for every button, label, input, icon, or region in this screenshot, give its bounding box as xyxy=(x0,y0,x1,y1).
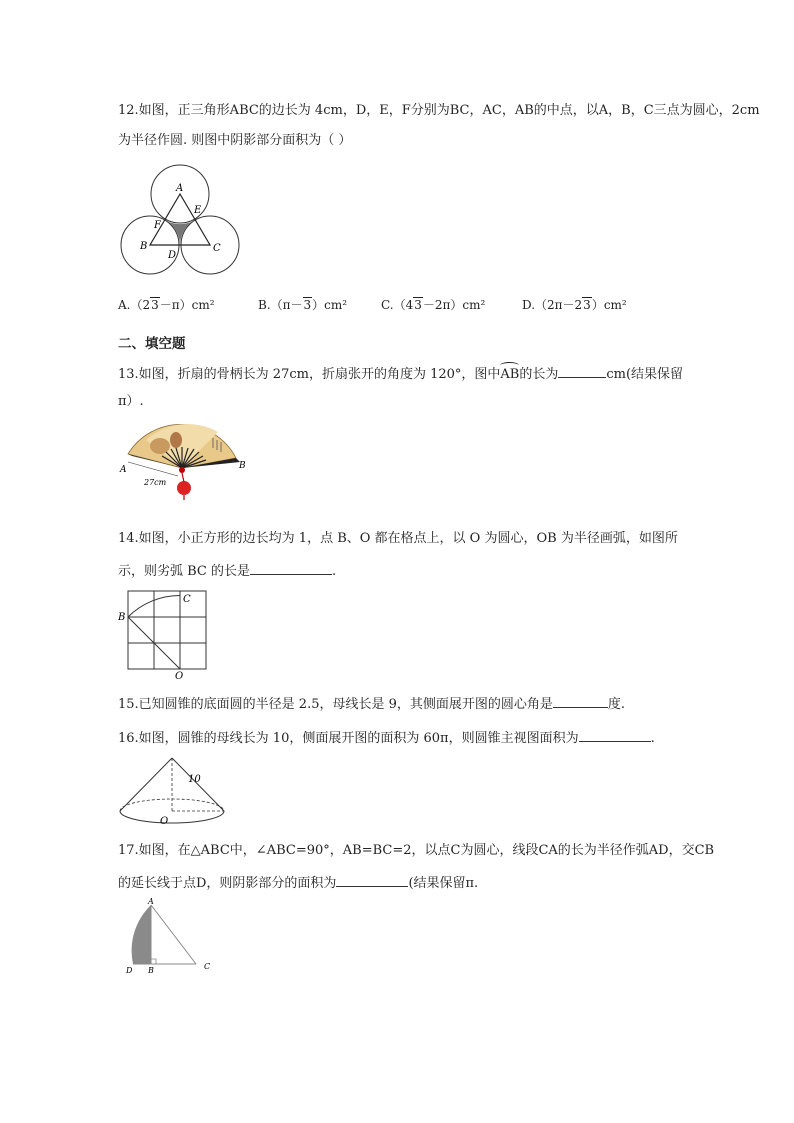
q14-label-o: O xyxy=(175,671,184,680)
q13-label-b: B xyxy=(239,461,246,471)
q13-fan-figure xyxy=(118,418,250,500)
q13-label-a: A xyxy=(120,465,127,475)
q12-option-c[interactable]: C.（43－2π）cm² xyxy=(381,298,486,312)
q17-figure xyxy=(118,897,218,977)
q14-grid-figure xyxy=(115,588,211,680)
q12-text-line1: 12.如图，正三角形ABC的边长为 4cm，D，E，F分别为BC，AC，AB的中点，以A，B，C三点为圆心，2cm xyxy=(118,103,760,118)
q13-label-length: 27cm xyxy=(144,478,167,487)
q17-text-line1: 17.如图，在△ABC中，∠ABC=90°，AB=BC=2，以点C为圆心，线段CA的长为半径作弧AD，交CB xyxy=(118,843,715,858)
q17-label-b: B xyxy=(148,966,154,975)
q16-answer-blank[interactable] xyxy=(579,727,651,742)
q12-option-d[interactable]: D.（2π－23）cm² xyxy=(522,298,627,312)
q12-label-d: D xyxy=(168,250,177,261)
q17-answer-blank[interactable] xyxy=(336,872,408,887)
q12-label-e: E xyxy=(194,205,202,216)
q17-label-d: D xyxy=(126,966,133,975)
q14-label-b: B xyxy=(118,612,126,623)
q17-text-line2: 的延长线于点D，则阴影部分的面积为 (结果保留π. xyxy=(118,872,478,893)
q16-cone-figure xyxy=(118,756,226,830)
q12-label-b: B xyxy=(140,241,148,252)
q16-text: 16.如图，圆锥的母线长为 10，侧面展开图的面积为 60π，则圆锥主视图面积为 . xyxy=(118,727,655,748)
section-heading-fill-in: 二、填空题 xyxy=(118,336,186,352)
q12-label-f: F xyxy=(154,220,161,231)
q15-answer-blank[interactable] xyxy=(553,693,608,708)
q12-option-a[interactable]: A.（23－π）cm² xyxy=(118,298,215,312)
q12-text-line2: 为半径作圆. 则图中阴影部分面积为（ ） xyxy=(118,133,352,148)
q14-text-line1: 14.如图，小正方形的边长均为 1，点 B、O 都在格点上，以 O 为圆心，OB 为半径画弧，如图所 xyxy=(118,531,678,546)
q14-text-line2: 示，则劣弧 BC 的长是 . xyxy=(118,560,336,581)
q17-label-a: A xyxy=(148,897,154,906)
q13-text-line1: 13.如图，折扇的骨柄长为 27cm，折扇张开的角度为 120°，图中AB的长为 cm(结果保留 xyxy=(118,363,683,384)
q16-label-length: 10 xyxy=(188,774,201,785)
q14-label-c: C xyxy=(183,594,191,605)
q17-label-c: C xyxy=(204,962,211,971)
q12-figure xyxy=(118,163,242,278)
q15-text: 15.已知圆锥的底面圆的半径是 2.5，母线长是 9，其侧面展开图的圆心角是 度. xyxy=(118,693,625,714)
q16-label-o: O xyxy=(160,816,169,827)
q13-answer-blank[interactable] xyxy=(558,363,606,378)
arc-ab: AB xyxy=(500,367,520,382)
q14-answer-blank[interactable] xyxy=(250,560,332,575)
q12-option-b[interactable]: B.（π－3）cm² xyxy=(258,298,348,312)
q12-label-a: A xyxy=(176,183,184,194)
q13-text-line2: π）. xyxy=(118,394,144,409)
q12-label-c: C xyxy=(213,243,221,254)
